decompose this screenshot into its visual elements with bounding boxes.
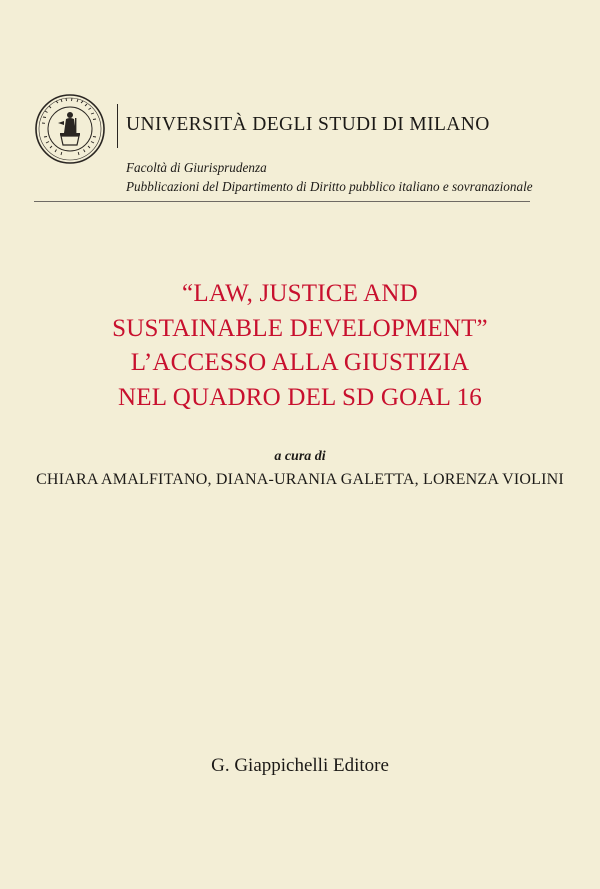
header-horizontal-divider [34,201,530,202]
title-line-4: NEL QUADRO DEL SD GOAL 16 [118,383,482,411]
book-title [0,277,600,415]
title-line-3: L’ACCESSO ALLA GIUSTIZIA [130,349,470,376]
header-vertical-divider [117,104,118,148]
university-name: UNIVERSITÀ DEGLI STUDI DI MILANO [126,114,490,135]
faculty-name: Facoltà di Giurisprudenza [126,160,267,175]
title-line-2: SUSTAINABLE DEVELOPMENT” [112,314,488,342]
publications-series: Pubblicazioni del Dipartimento di Diritto pubblico italiano e sovranazionale [126,179,533,194]
publisher-name: G. Giappichelli Editore [211,755,389,776]
editors-label: a cura di [274,449,326,464]
title-line-1: “LAW, JUSTICE AND [182,280,418,307]
editors-names: CHIARA AMALFITANO, DIANA-URANIA GALETTA, LORENZA VIOLINI [36,471,564,488]
university-seal-icon [34,93,106,165]
